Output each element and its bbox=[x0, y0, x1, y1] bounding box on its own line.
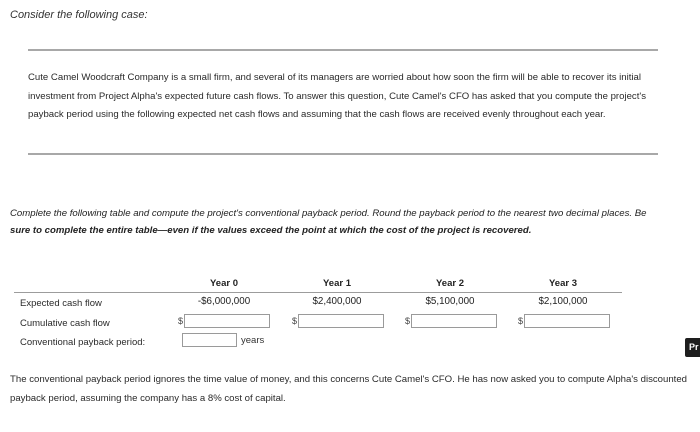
currency-symbol-year-2: $ bbox=[405, 316, 411, 326]
row-label-payback-period: Conventional payback period: bbox=[20, 337, 146, 348]
years-unit-label: years bbox=[241, 335, 265, 346]
row-label-cumulative-cash-flow: Cumulative cash flow bbox=[20, 318, 110, 329]
row-label-expected-cash-flow: Expected cash flow bbox=[20, 298, 102, 309]
col-header-year-0: Year 0 bbox=[210, 278, 238, 289]
col-header-year-1: Year 1 bbox=[323, 278, 351, 289]
expected-cash-flow-year-2: $5,100,000 bbox=[425, 296, 475, 307]
cumulative-cash-flow-input-year-2[interactable] bbox=[411, 314, 497, 328]
discounted-payback-prompt: The conventional payback period ignores the time value of money, and this concerns Cute Camel's CFO. He has now asked you to compute Alpha's discounted payback period, assuming the company has a 8% cost of capital. bbox=[10, 374, 688, 404]
intro-heading: Consider the following case: bbox=[10, 9, 148, 21]
payback-period-input[interactable] bbox=[182, 333, 237, 347]
currency-symbol-year-0: $ bbox=[178, 316, 184, 326]
instructions-line-2: sure to complete the entire table—even if the values exceed the point at which the cost of the project is recovered. bbox=[10, 225, 532, 236]
case-description: Cute Camel Woodcraft Company is a small firm, and several of its managers are worried about how soon the firm will be able to recover its initial investment from Project Alpha's expected future cash flows. To answer this question, Cute Camel's CFO has asked that you compute the project's payback period using the following expected net cash flows and assuming that the cash flows are received evenly throughout each year. bbox=[28, 72, 647, 121]
expected-cash-flow-year-0: -$6,000,000 bbox=[197, 296, 251, 307]
instructions-line-1: Complete the following table and compute the project's conventional payback period. Round the payback period to the nearest two decimal places. Be bbox=[10, 208, 647, 219]
col-header-year-2: Year 2 bbox=[436, 278, 464, 289]
cumulative-cash-flow-input-year-3[interactable] bbox=[524, 314, 610, 328]
currency-symbol-year-3: $ bbox=[518, 316, 524, 326]
divider-case-bottom bbox=[28, 153, 658, 155]
side-tab-button[interactable]: Pr bbox=[685, 338, 700, 357]
expected-cash-flow-year-1: $2,400,000 bbox=[312, 296, 362, 307]
table-header-rule bbox=[14, 292, 622, 293]
cumulative-cash-flow-input-year-1[interactable] bbox=[298, 314, 384, 328]
divider-top bbox=[28, 49, 658, 51]
col-header-year-3: Year 3 bbox=[549, 278, 577, 289]
cumulative-cash-flow-input-year-0[interactable] bbox=[184, 314, 270, 328]
expected-cash-flow-year-3: $2,100,000 bbox=[538, 296, 588, 307]
currency-symbol-year-1: $ bbox=[292, 316, 298, 326]
instructions bbox=[10, 205, 700, 239]
